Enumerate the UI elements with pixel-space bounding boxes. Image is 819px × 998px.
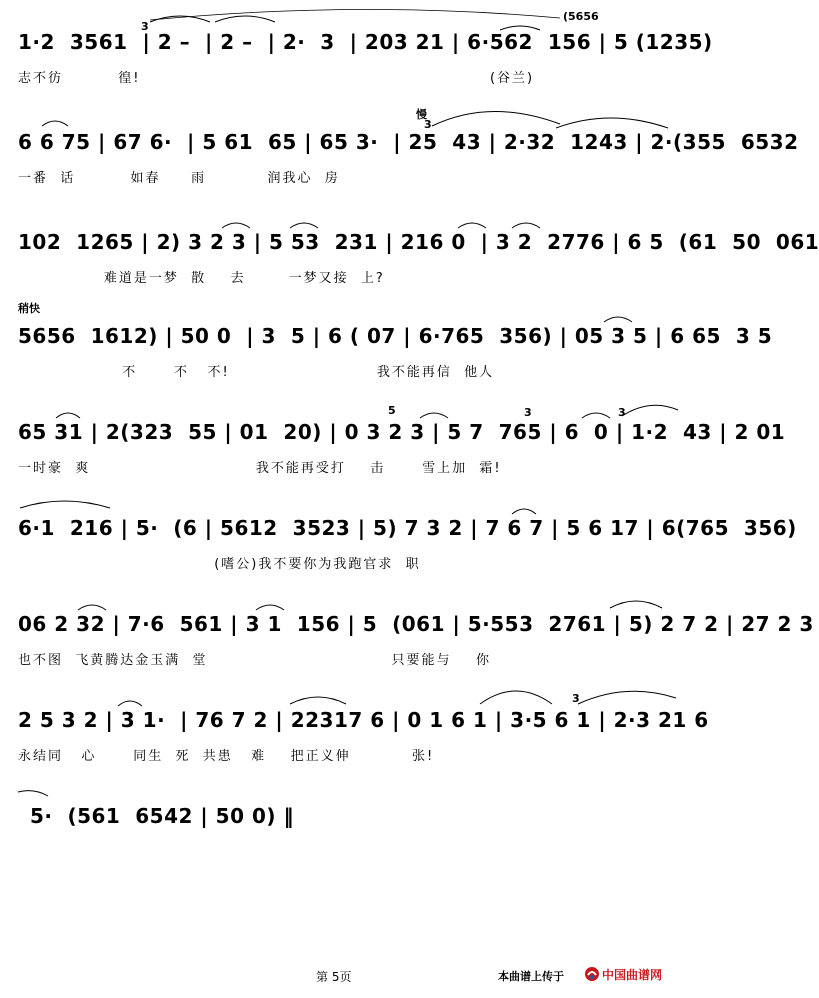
- notation-line: 65 31 | 2(323 55 | 01 20) | 0 3 2 3 | 5 7 765 | 6 0 | 1·2 43 | 2 01: [18, 420, 786, 444]
- lyric-line: 一番 话 如春 雨 润我心 房: [18, 171, 340, 186]
- notation-line: 2 5 3 2 | 3 1· | 76 7 2 | 22317 6 | 0 1 6 1 | 3·5 6 1 | 2·3 21 6: [18, 708, 709, 732]
- tempo-mark-faster: 稍快: [18, 302, 40, 315]
- site-logo: [584, 964, 680, 984]
- notation-line: 102 1265 | 2) 3 2 3 | 5 53 231 | 216 0 | 3 2 2776 | 6 5 (61 50 061: [18, 230, 819, 254]
- slur-arcs: [0, 778, 690, 818]
- notation-line: 5656 1612) | 50 0 | 3 5 | 6 ( 07 | 6·765 356) | 05 3 5 | 6 65 3 5: [18, 324, 773, 348]
- triplet-mark: 3: [524, 406, 532, 419]
- lyric-line: [18, 844, 678, 862]
- notation-line: 5· (561 6542 | 50 0) ‖: [30, 804, 294, 828]
- lyric-line: 不 不 不! 我不能再信 他人: [18, 365, 495, 380]
- upload-note: 本曲谱上传于: [498, 970, 564, 983]
- site-logo-icon: [584, 966, 600, 982]
- slur-arcs: [0, 104, 690, 144]
- triplet-mark: 3: [141, 20, 149, 33]
- notation-line: 1·2 3561 | 2 – | 2 – | 2· 3 | 203 21 | 6·562 156 | 5 (1235): [18, 30, 713, 54]
- notation-line: 6·1 216 | 5· (6 | 5612 3523 | 5) 7 3 2 | 7 6 7 | 5 6 17 | 6(765 356): [18, 516, 797, 540]
- triplet-mark: 3: [572, 692, 580, 705]
- ornament-mark: (5656: [563, 10, 599, 23]
- page-number: 第 5页: [316, 970, 352, 984]
- notation-line: 06 2 32 | 7·6 561 | 3 1 156 | 5 (061 | 5·553 2761 | 5) 2 7 2 | 27 2 3: [18, 612, 814, 636]
- grace-note-mark: 5: [388, 404, 396, 417]
- slur-arcs: [0, 4, 690, 44]
- slur-arcs: [0, 490, 690, 530]
- lyric-line: 志不彷 徨! (谷兰): [18, 71, 535, 86]
- notation-line: 6 6 75 | 67 6· | 5 61 65 | 65 3· | 25 43 | 2·32 1243 | 2·(355 6532: [18, 130, 799, 154]
- slur-arcs: [0, 682, 690, 722]
- triplet-mark: 3: [618, 406, 626, 419]
- tempo-mark-slow: 慢: [416, 108, 427, 121]
- lyric-line: 永结同 心 同生 死 共患 难 把正义伸 张!: [18, 749, 435, 764]
- lyric-line: (嗜公)我不要你为我跑官求 职: [18, 557, 421, 572]
- lyric-line: 也不图 飞黄腾达金玉满 堂 只要能与 你: [18, 653, 492, 668]
- lyric-line: 一时豪 爽 我不能再受打 击 雪上加 霜!: [18, 461, 502, 476]
- site-name: 中国曲谱网: [602, 968, 663, 982]
- slur-arcs: [0, 204, 690, 244]
- triplet-mark: 3: [424, 118, 432, 131]
- slur-arcs: [0, 586, 690, 626]
- lyric-line: 难道是一梦 散 去 一梦又接 上?: [18, 271, 385, 286]
- slur-arcs: [0, 298, 690, 338]
- slur-arcs: [0, 394, 690, 434]
